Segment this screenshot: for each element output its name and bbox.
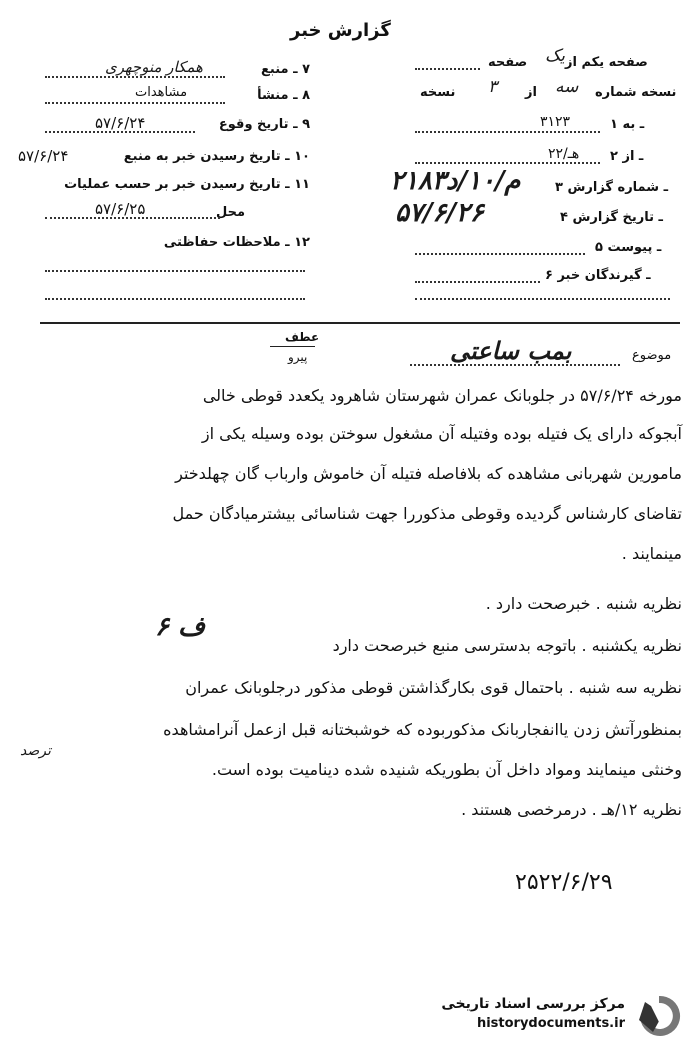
dotted-line	[45, 102, 225, 104]
field-ops-date-label: ۱۱ ـ تاریخ رسیدن خبر بر حسب عملیات	[64, 177, 310, 192]
dotted-line	[45, 76, 225, 78]
field-place-label: محل	[215, 205, 245, 220]
body-line: مامورین شهربانی مشاهده که بلافاصله فتیله آن خاموش وارباب گان چهلدختر	[175, 464, 682, 483]
body-line: مورخه ۵۷/۶/۲۴ در جلوبانک عمران شهرستان شاهرود یکعدد قوطی خالی	[202, 386, 682, 405]
dotted-line	[415, 162, 600, 164]
dotted-line	[415, 253, 585, 255]
section-divider	[40, 322, 680, 324]
handwritten-note-mark: ۶ ف	[155, 612, 205, 642]
dotted-line	[45, 298, 305, 300]
field-report-number-label: ۳ ـ شماره گزارش	[555, 180, 669, 195]
reference-peyro: پیرو	[288, 350, 308, 364]
dotted-line	[415, 281, 540, 283]
field-occurrence-date-label: ۹ ـ تاریخ وقوع	[218, 117, 310, 132]
field-copy-total: ۳	[488, 77, 498, 97]
field-occurrence-date-value: ۵۷/۶/۲۴	[95, 114, 146, 132]
field-to-label: ۱ ـ به	[610, 117, 645, 132]
dotted-line	[415, 68, 480, 70]
watermark-title: مرکز بررسی اسناد تاریخی	[441, 996, 625, 1012]
field-from-label: ۲ ـ از	[610, 149, 644, 164]
field-security-notes-label: ۱۲ ـ ملاحظات حفاظتی	[163, 235, 310, 250]
field-copy-value: سه	[555, 77, 579, 97]
dotted-line	[415, 131, 600, 133]
field-copy-suffix: نسخه	[420, 85, 456, 100]
dotted-line	[415, 298, 670, 300]
note-line: نظریه ۱۲/هـ . درمرخصی هستند .	[461, 800, 682, 819]
field-to-value: ۳۱۲۳	[540, 114, 571, 130]
field-source-label: ۷ ـ منبع	[261, 62, 310, 77]
watermark	[410, 990, 695, 1040]
note-line: بمنظورآتش زدن یاانفجاربانک مذکوربوده که خوشبختانه قبل ازعمل آنرامشاهده	[163, 720, 682, 739]
field-place-value: ۵۷/۶/۲۵	[95, 200, 146, 218]
watermark-url: historydocuments.ir	[476, 1016, 625, 1031]
note-line: نظریه سه شنبه . باحتمال قوی بکارگذاشتن قوطی مذکور درجلوبانک عمران	[185, 678, 682, 697]
field-report-date-value: ۵۷/۶/۲۶	[395, 198, 484, 228]
field-from-value: ۲۲/هـ	[548, 146, 580, 162]
field-page-label: صفحه یکم از	[565, 55, 648, 70]
handwritten-signature: ترصد	[20, 743, 51, 759]
footer-date-stamp: ۲۵۲۲/۶/۲۹	[515, 870, 613, 895]
field-source-value: همکار منوچهری	[105, 58, 203, 76]
note-line: نظریه شنبه . خبرصحت دارد .	[485, 594, 682, 613]
field-receipt-date-label: ۱۰ ـ تاریخ رسیدن خبر به منبع	[123, 149, 310, 164]
field-copy-mid: از	[525, 85, 537, 100]
field-recipients-label: ۶ ـ گیرندگان خبر	[545, 268, 651, 283]
field-report-number-value: ۲۱۸۳م/۱۰/د	[390, 166, 521, 196]
body-line: آبجوکه دارای یک فتیله بوده وفتیله آن مشغول سوختن بوده وسیله یکی از	[201, 424, 682, 443]
field-copy-label: نسخه شماره	[595, 85, 677, 100]
dotted-line	[45, 270, 305, 272]
field-origin-label: ۸ ـ منشأ	[257, 88, 310, 103]
field-page-value: یک	[545, 46, 565, 66]
field-origin-value: مشاهدات	[135, 85, 188, 100]
archive-logo-icon	[633, 992, 685, 1038]
field-receipt-date-value: ۵۷/۶/۲۴	[18, 147, 69, 165]
note-line: وخنثی مینمایند ومواد داخل آن بطوریکه شنیده شده دینامیت بوده است.	[211, 760, 682, 779]
field-page-suffix: صفحه	[488, 55, 528, 70]
note-line: نظریه یکشنبه . باتوجه بدسترسی منبع خبرصحت دارد	[332, 636, 682, 655]
reference-atf: عطف	[285, 330, 320, 344]
subject-value: بمب ساعتی	[450, 336, 572, 365]
reference-rule	[270, 346, 315, 347]
subject-label: موضوع	[632, 348, 672, 363]
field-attachment-label: ۵ ـ پیوست	[595, 240, 662, 255]
body-line: تقاضای کارشناس گردیده وقوطی مذکوررا جهت شناسائی بیشترمیادگان حمل	[172, 504, 682, 523]
page-title: گزارش خبر	[290, 20, 391, 41]
body-line: مینمایند .	[621, 544, 682, 563]
field-report-date-label: ۴ ـ تاریخ گزارش	[560, 210, 663, 225]
